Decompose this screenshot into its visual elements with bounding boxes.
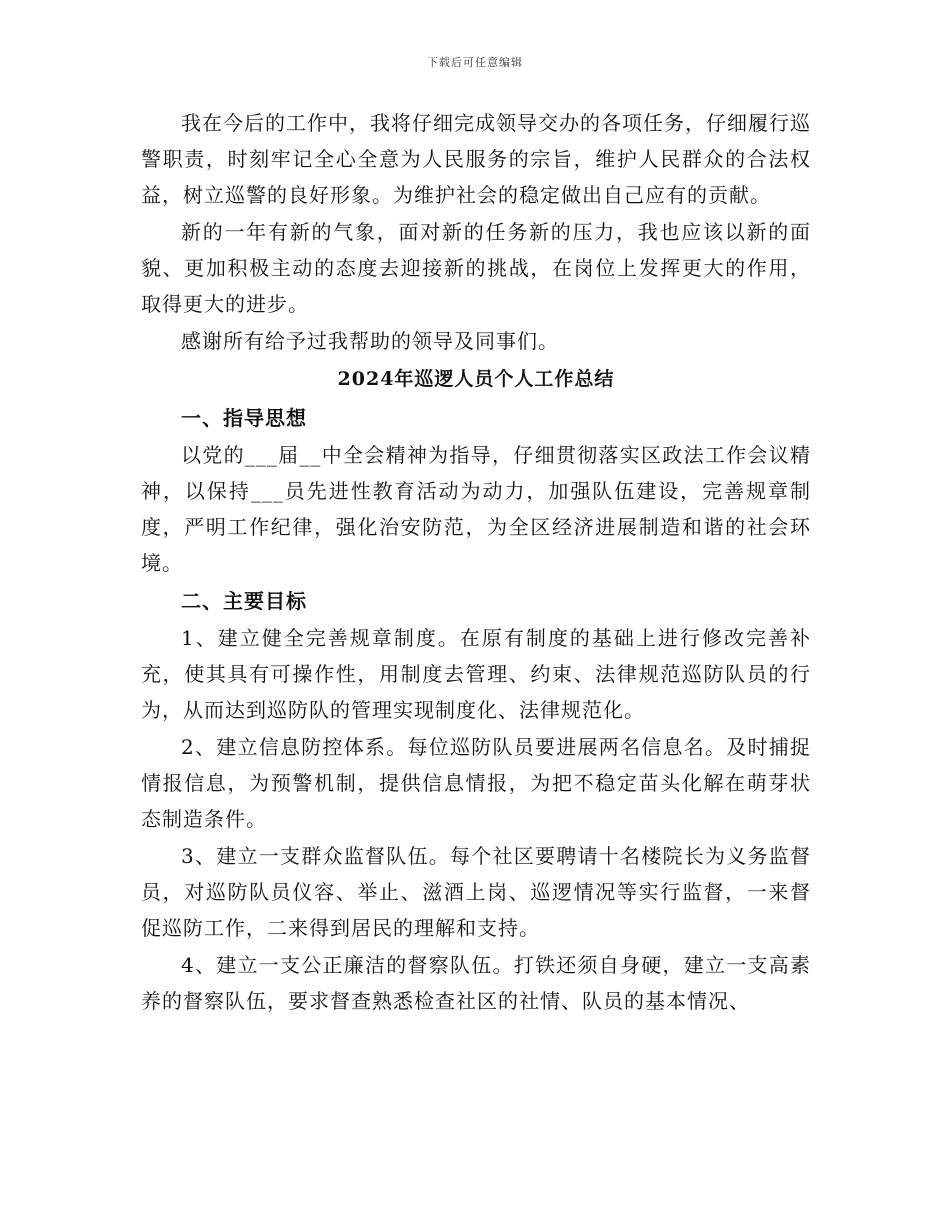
list-item: 3、建立一支群众监督队伍。每个社区要聘请十名楼院长为义务监督员，对巡防队员仪容、举止、滋酒上岗、巡逻情况等实行监督，一来督促巡防工作，二来得到居民的理解和支持。 bbox=[141, 844, 811, 940]
paragraph: 以党的___届__中全会精神为指导，仔细贯彻落实区政法工作会议精神，以保持___员先进性教育活动为动力，加强队伍建设，完善规章制度，严明工作纪律，强化治安防范，为全区经济进展制造和谐的社会环境。 bbox=[141, 443, 811, 575]
paragraph: 感谢所有给予过我帮助的领导及同事们。 bbox=[181, 329, 559, 353]
list-item: 4、建立一支公正廉洁的督察队伍。打铁还须自身硬，建立一支高素养的督察队伍，要求督查熟悉检查社区的社情、队员的基本情况、 bbox=[141, 953, 811, 1013]
document-body bbox=[141, 105, 811, 1020]
page-header: 下载后可任意编辑 bbox=[427, 56, 523, 69]
paragraph: 新的一年有新的气象，面对新的任务新的压力，我也应该以新的面貌、更加积极主动的态度去迎接新的挑战，在岗位上发挥更大的作用，取得更大的进步。 bbox=[141, 220, 811, 316]
paragraph: 我在今后的工作中，我将仔细完成领导交办的各项任务，仔细履行巡警职责，时刻牢记全心全意为人民服务的宗旨，维护人民群众的合法权益，树立巡警的良好形象。为维护社会的稳定做出自己应有的贡献。 bbox=[141, 111, 811, 207]
section-heading-guiding-ideology: 一、指导思想 bbox=[181, 406, 307, 430]
list-item: 2、建立信息防控体系。每位巡防队员要进展两名信息名。及时捕捉情报信息，为预警机制，提供信息情报，为把不稳定苗头化解在萌芽状态制造条件。 bbox=[141, 735, 811, 831]
section-heading-main-goals: 二、主要目标 bbox=[181, 589, 307, 613]
document-title: 2024年巡逻人员个人工作总结 bbox=[337, 368, 615, 390]
list-item: 1、建立健全完善规章制度。在原有制度的基础上进行修改完善补充，使其具有可操作性，用制度去管理、约束、法律规范巡防队员的行为，从而达到巡防队的管理实现制度化、法律规范化。 bbox=[141, 626, 811, 722]
